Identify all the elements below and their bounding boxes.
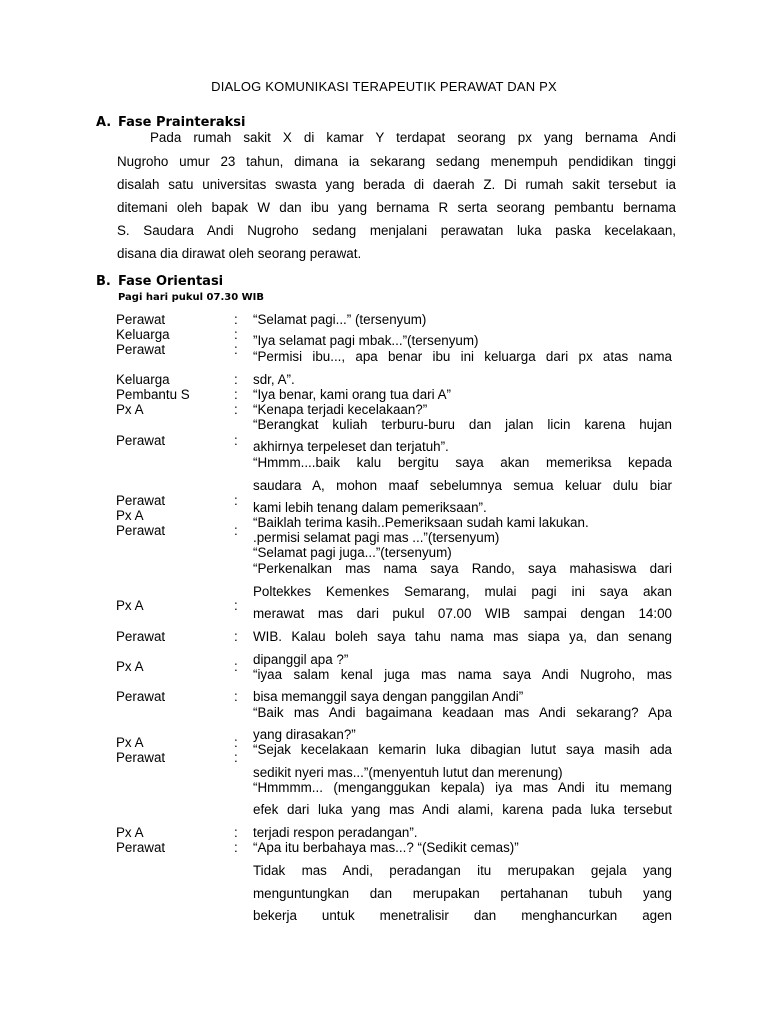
dialog-line: ”Iya selamat pagi mbak...”(tersenyum) bbox=[253, 333, 479, 348]
section-a-letter: A. bbox=[96, 115, 112, 130]
colon-separator: : bbox=[234, 598, 238, 613]
speaker-label: Px A bbox=[116, 735, 144, 750]
dialog-line: saudara A, mohon maaf sebelumnya semua keluar dulu biar bbox=[253, 478, 672, 493]
dialog-line: “Sejak kecelakaan kemarin luka dibagian lutut saya masih ada bbox=[253, 742, 672, 757]
dialog-line: efek dari luka yang mas Andi alami, karena pada luka tersebut bbox=[253, 802, 672, 817]
colon-separator: : bbox=[234, 523, 238, 538]
speaker-label: Perawat bbox=[116, 629, 166, 644]
dialog-line: “Kenapa terjadi kecelakaan?” bbox=[253, 402, 428, 417]
dialog-line: “Perkenalkan mas nama saya Rando, saya mahasiswa dari bbox=[253, 561, 672, 576]
colon-separator: : bbox=[234, 342, 238, 357]
colon-separator: : bbox=[234, 840, 238, 855]
paragraph-line: Pada rumah sakit X di kamar Y terdapat seorang px yang bernama Andi bbox=[150, 130, 676, 145]
dialog-line: “Hmmmm... (menganggukan kepala) iya mas Andi itu memang bbox=[253, 780, 672, 795]
dialog-line: merawat mas dari pukul 07.00 WIB sampai dengan 14:00 bbox=[253, 606, 672, 621]
colon-separator: : bbox=[234, 629, 238, 644]
dialog-line: yang dirasakan?” bbox=[253, 727, 356, 742]
speaker-label: Px A bbox=[116, 825, 144, 840]
speaker-label: Perawat bbox=[116, 840, 166, 855]
colon-separator: : bbox=[234, 689, 238, 704]
dialog-line: WIB. Kalau boleh saya tahu nama mas siapa ya, dan senang bbox=[253, 629, 672, 644]
dialog-line: “Selamat pagi juga...”(tersenyum) bbox=[253, 545, 452, 560]
paragraph-line: ditemani oleh bapak W dan ibu yang bernama R serta seorang pembantu bernama bbox=[117, 200, 676, 215]
dialog-line: “Iya benar, kami orang tua dari A” bbox=[253, 387, 451, 402]
dialog-line: “Selamat pagi...” (tersenyum) bbox=[253, 312, 427, 327]
dialog-line: Tidak mas Andi, peradangan itu merupakan gejala yang bbox=[253, 863, 672, 878]
paragraph-line: S. Saudara Andi Nugroho sedang menjalani perawatan luka paska kecelakaan, bbox=[117, 223, 676, 238]
paragraph-line: Nugroho umur 23 tahun, dimana ia sekarang sedang menempuh pendidikan tinggi bbox=[117, 154, 676, 169]
speaker-label: Perawat bbox=[116, 750, 166, 765]
colon-separator: : bbox=[234, 659, 238, 674]
section-a-title: Fase Prainteraksi bbox=[118, 115, 246, 130]
dialog-line: “Berangkat kuliah terburu-buru dan jalan licin karena hujan bbox=[253, 417, 672, 432]
speaker-label: Perawat bbox=[116, 433, 166, 448]
dialog-line: dipanggil apa ?” bbox=[253, 652, 349, 667]
colon-separator: : bbox=[234, 825, 238, 840]
dialog-line: akhirnya terpeleset dan terjatuh”. bbox=[253, 439, 449, 454]
speaker-label: Px A bbox=[116, 402, 144, 417]
speaker-label: Keluarga bbox=[116, 327, 170, 342]
speaker-label: Pembantu S bbox=[116, 387, 190, 402]
dialog-line: “Baik mas Andi bagaimana keadaan mas Andi sekarang? Apa bbox=[253, 705, 672, 720]
dialog-line: terjadi respon peradangan”. bbox=[253, 825, 418, 840]
colon-separator: : bbox=[234, 493, 238, 508]
section-a-heading bbox=[96, 115, 245, 130]
speaker-label: Perawat bbox=[116, 312, 166, 327]
colon-separator: : bbox=[234, 327, 238, 342]
dialog-line: bisa memanggil saya dengan panggilan Andi” bbox=[253, 689, 524, 704]
paragraph-line: disalah satu universitas swasta yang berada di daerah Z. Di rumah sakit tersebut ia bbox=[117, 177, 676, 192]
document-title: DIALOG KOMUNIKASI TERAPEUTIK PERAWAT DAN PX bbox=[211, 79, 557, 94]
speaker-label: Px A bbox=[116, 508, 144, 523]
dialog-line: bekerja untuk menetralisir dan menghancurkan agen bbox=[253, 908, 672, 923]
dialog-line: kami lebih tenang dalam pemeriksaan”. bbox=[253, 500, 487, 515]
dialog-line: sedikit nyeri mas...”(menyentuh lutut dan merenung) bbox=[253, 765, 563, 780]
colon-separator: : bbox=[234, 312, 238, 327]
section-b-heading bbox=[96, 274, 223, 289]
dialog-line: “Baiklah terima kasih..Pemeriksaan sudah kami lakukan. bbox=[253, 515, 589, 530]
dialog-line: Poltekkes Kemenkes Semarang, mulai pagi ini saya akan bbox=[253, 584, 672, 599]
paragraph-line: disana dia dirawat oleh seorang perawat. bbox=[117, 246, 362, 261]
section-b-title: Fase Orientasi bbox=[118, 274, 224, 289]
colon-separator: : bbox=[234, 433, 238, 448]
dialog-line: “Hmmm....baik kalu bergitu saya akan memeriksa kepada bbox=[253, 455, 672, 470]
colon-separator: : bbox=[234, 735, 238, 750]
dialog-line: “iyaa salam kenal juga mas nama saya Andi Nugroho, mas bbox=[253, 667, 672, 682]
time-subheading: Pagi hari pukul 07.30 WIB bbox=[118, 292, 265, 303]
colon-separator: : bbox=[234, 387, 238, 402]
dialog-line: sdr, A”. bbox=[253, 372, 295, 387]
colon-separator: : bbox=[234, 372, 238, 387]
speaker-label: Perawat bbox=[116, 342, 166, 357]
speaker-label: Keluarga bbox=[116, 372, 170, 387]
speaker-label: Perawat bbox=[116, 689, 166, 704]
speaker-label: Px A bbox=[116, 598, 144, 613]
speaker-label: Px A bbox=[116, 659, 144, 674]
colon-separator: : bbox=[234, 750, 238, 765]
dialog-line: “Permisi ibu..., apa benar ibu ini keluarga dari px atas nama bbox=[253, 349, 672, 364]
speaker-label: Perawat bbox=[116, 523, 166, 538]
speaker-label: Perawat bbox=[116, 493, 166, 508]
colon-separator: : bbox=[234, 402, 238, 417]
dialog-line: menguntungkan dan merupakan pertahanan tubuh yang bbox=[253, 886, 672, 901]
dialog-line: “Apa itu berbahaya mas...? “(Sedikit cemas)” bbox=[253, 840, 519, 855]
dialog-line: .permisi selamat pagi mas ...”(tersenyum) bbox=[253, 530, 500, 545]
section-b-letter: B. bbox=[96, 274, 111, 289]
